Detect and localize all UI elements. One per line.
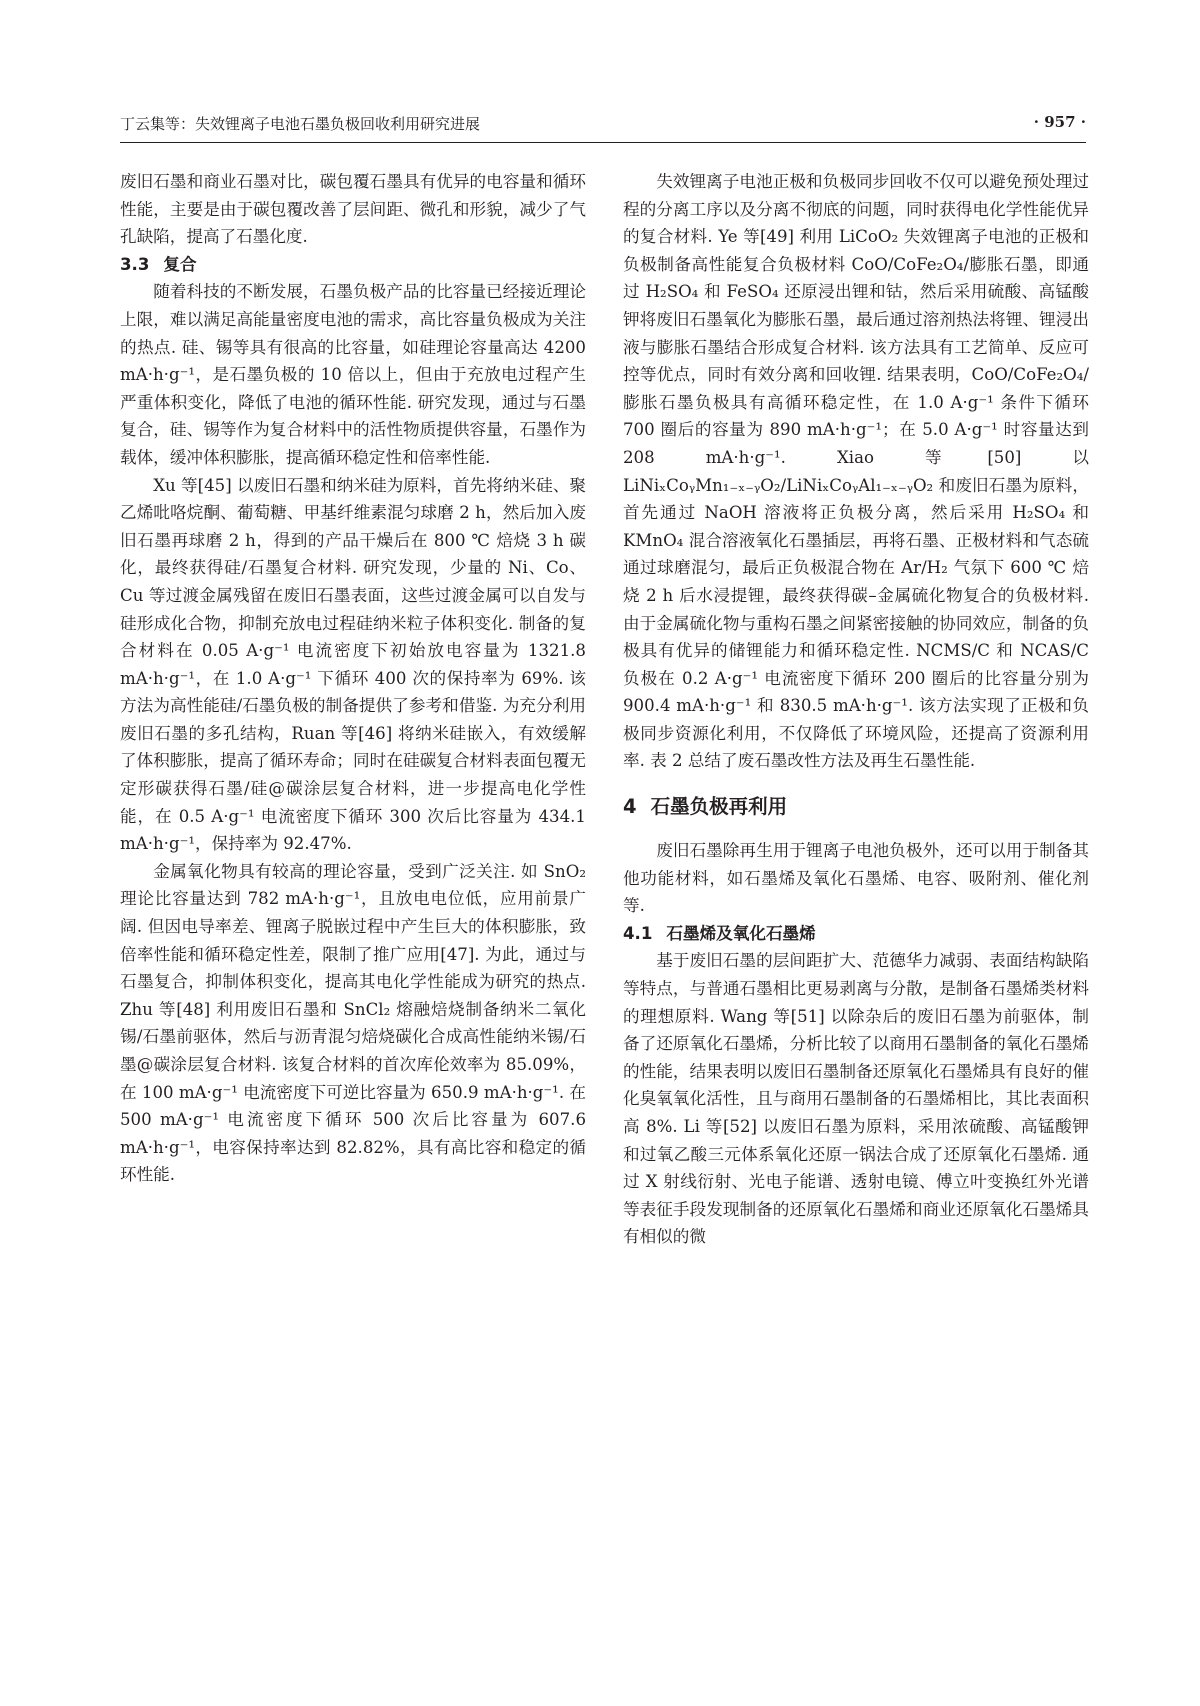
section-heading-4 [623,793,1089,821]
paragraph: 基于废旧石墨的层间距扩大、范德华力减弱、表面结构缺陷等特点，与普通石墨相比更易剥离与分散，是制备石墨烯类材料的理想原料. Wang 等[51] 以除杂后的废旧石墨为前驱体，制备了还原氧化石墨烯，分析比较了以商用石墨制备的氧化石墨烯的性能，结果表明以废旧石墨制备还原氧化石墨烯具有良好的催化臭氧氧化活性，且与商用石墨制备的石墨烯相比，其比表面积高 8%. Li 等[52] 以废旧石墨为原料，采用浓硫酸、高锰酸钾和过氧乙酸三元体系氧化还原一锅法合成了还原氧化石墨烯. 通过 X 射线衍射、光电子能谱、透射电镜、傅立叶变换红外光谱等表征手段发现制备的还原氧化石墨烯和商业还原氧化石墨烯具有相似的微 [623,951,1089,1247]
section-heading-4-1 [623,920,1089,948]
running-title: 丁云集等：失效锂离子电池石墨负极回收利用研究进展 [120,115,481,133]
paragraph: 废旧石墨和商业石墨对比，碳包覆石墨具有优异的电容量和循环性能，主要是由于碳包覆改善了层间距、微孔和形貌，减少了气孔缺陷，提高了石墨化度. [120,172,586,247]
paragraph: 失效锂离子电池正极和负极同步回收不仅可以避免预处理过程的分离工序以及分离不彻底的问题，同时获得电化学性能优异的复合材料. Ye 等[49] 利用 LiCoO₂ 失效锂离子电池的正极和负极制备高性能复合负极材料 CoO/CoFe₂O₄/膨胀石墨，即通过 H₂SO₄ 和 FeSO₄ 还原浸出锂和钴，然后采用硫酸、高锰酸钾将废旧石墨氧化为膨胀石墨，最后通过溶剂热法将锂、锂浸出液与膨胀石墨结合形成复合材料. 该方法具有工艺简单、反应可控等优点，同时有效分离和回收锂. 结果表明，CoO/CoFe₂O₄/膨胀石墨负极具有高循环稳定性，在 1.0 A·g⁻¹ 条件下循环 700 圈后的容量为 890 mA·h·g⁻¹；在 5.0 A·g⁻¹ 时容量达到 208 mA·h·g⁻¹. Xiao 等[50] 以 LiNiₓCoᵧMn₁₋ₓ₋ᵧO₂/LiNiₓCoᵧAl₁₋ₓ₋ᵧO₂ 和废旧石墨为原料，首先通过 NaOH 溶液将正负极分离，然后采用 H₂SO₄ 和 KMnO₄ 混合溶液氧化石墨插层，再将石墨、正极材料和气态硫通过球磨混匀，最后正负极混合物在 Ar/H₂ 气氛下 600 ℃ 焙烧 2 h 后水浸提锂，最终获得碳–金属硫化物复合的负极材料. 由于金属硫化物与重构石墨之间紧密接触的协同效应，制备的负极具有优异的储锂能力和循环稳定性. NCMS/C 和 NCAS/C 负极在 0.2 A·g⁻¹ 电流密度下循环 200 圈后的比容量分别为 900.4 mA·h·g⁻¹ 和 830.5 mA·h·g⁻¹. 该方法实现了正极和负极同步资源化利用，不仅降低了环境风险，还提高了资源利用率. 表 2 总结了废石墨改性方法及再生石墨性能. [623,172,1089,771]
running-header [120,111,1086,135]
section-title: 石墨负极再利用 [650,795,788,819]
header-rule [120,142,1086,143]
section-title: 复合 [163,254,197,274]
section-number: 4.1 [623,923,653,943]
paragraph: Xu 等[45] 以废旧石墨和纳米硅为原料，首先将纳米硅、聚乙烯吡咯烷酮、葡萄糖、甲基纤维素混匀球磨 2 h，然后加入废旧石墨再球磨 2 h，得到的产品干燥后在 800 ℃ 焙烧 3 h 碳化，最终获得硅/石墨复合材料. 研究发现，少量的 Ni、Co、Cu 等过渡金属残留在废旧石墨表面，这些过渡金属可以自发与硅形成化合物，抑制充放电过程硅纳米粒子体积变化. 制备的复合材料在 0.05 A·g⁻¹ 电流密度下初始放电容量为 1321.8 mA·h·g⁻¹，在 1.0 A·g⁻¹ 下循环 400 次的保持率为 69%. 该方法为高性能硅/石墨负极的制备提供了参考和借鉴. 为充分利用废旧石墨的多孔结构，Ruan 等[46] 将纳米硅嵌入，有效缓解了体积膨胀，提高了循环寿命；同时在硅碳复合材料表面包覆无定形碳获得石墨/硅@碳涂层复合材料，进一步提高电化学性能，在 0.5 A·g⁻¹ 电流密度下循环 300 次后比容量为 434.1 mA·h·g⁻¹，保持率为 92.47%. [120,475,586,854]
paragraph: 废旧石墨除再生用于锂离子电池负极外，还可以用于制备其他功能材料，如石墨烯及氧化石墨烯、电容、吸附剂、催化剂等. [623,841,1089,916]
section-number: 3.3 [120,254,150,274]
paragraph: 金属氧化物具有较高的理论容量，受到广泛关注. 如 SnO₂ 理论比容量达到 782 mA·h·g⁻¹，且放电电位低，应用前景广阔. 但因电导率差、锂离子脱嵌过程中产生巨大的体积膨胀，致倍率性能和循环稳定性差，限制了推广应用[47]. 为此，通过与石墨复合，抑制体积变化，提高其电化学性能成为研究的热点. Zhu 等[48] 利用废旧石墨和 SnCl₂ 熔融焙烧制备纳米二氧化锡/石墨前驱体，然后与沥青混匀焙烧碳化合成高性能纳米锡/石墨@碳涂层复合材料. 该复合材料的首次库伦效率为 85.09%，在 100 mA·g⁻¹ 电流密度下可逆比容量为 650.9 mA·h·g⁻¹. 在 500 mA·g⁻¹ 电流密度下循环 500 次后比容量为 607.6 mA·h·g⁻¹，电容保持率达到 82.82%，具有高比容和稳定的循环性能. [120,861,586,1185]
section-title: 石墨烯及氧化石墨烯 [666,923,816,943]
section-number: 4 [623,795,637,819]
page-number: · 957 · [1033,113,1086,131]
section-heading-3-3 [120,251,586,279]
right-column [623,168,1089,1251]
left-column [120,168,586,1189]
paragraph: 随着科技的不断发展，石墨负极产品的比容量已经接近理论上限，难以满足高能量密度电池的需求，高比容量负极成为关注的热点. 硅、锡等具有很高的比容量，如硅理论容量高达 4200 mA·h·g⁻¹，是石墨负极的 10 倍以上，但由于充放电过程产生严重体积变化，降低了电池的循环性能. 研究发现，通过与石墨复合，硅、锡等作为复合材料中的活性物质提供容量，石墨作为载体，缓冲体积膨胀，提高循环稳定性和倍率性能. [120,282,586,467]
